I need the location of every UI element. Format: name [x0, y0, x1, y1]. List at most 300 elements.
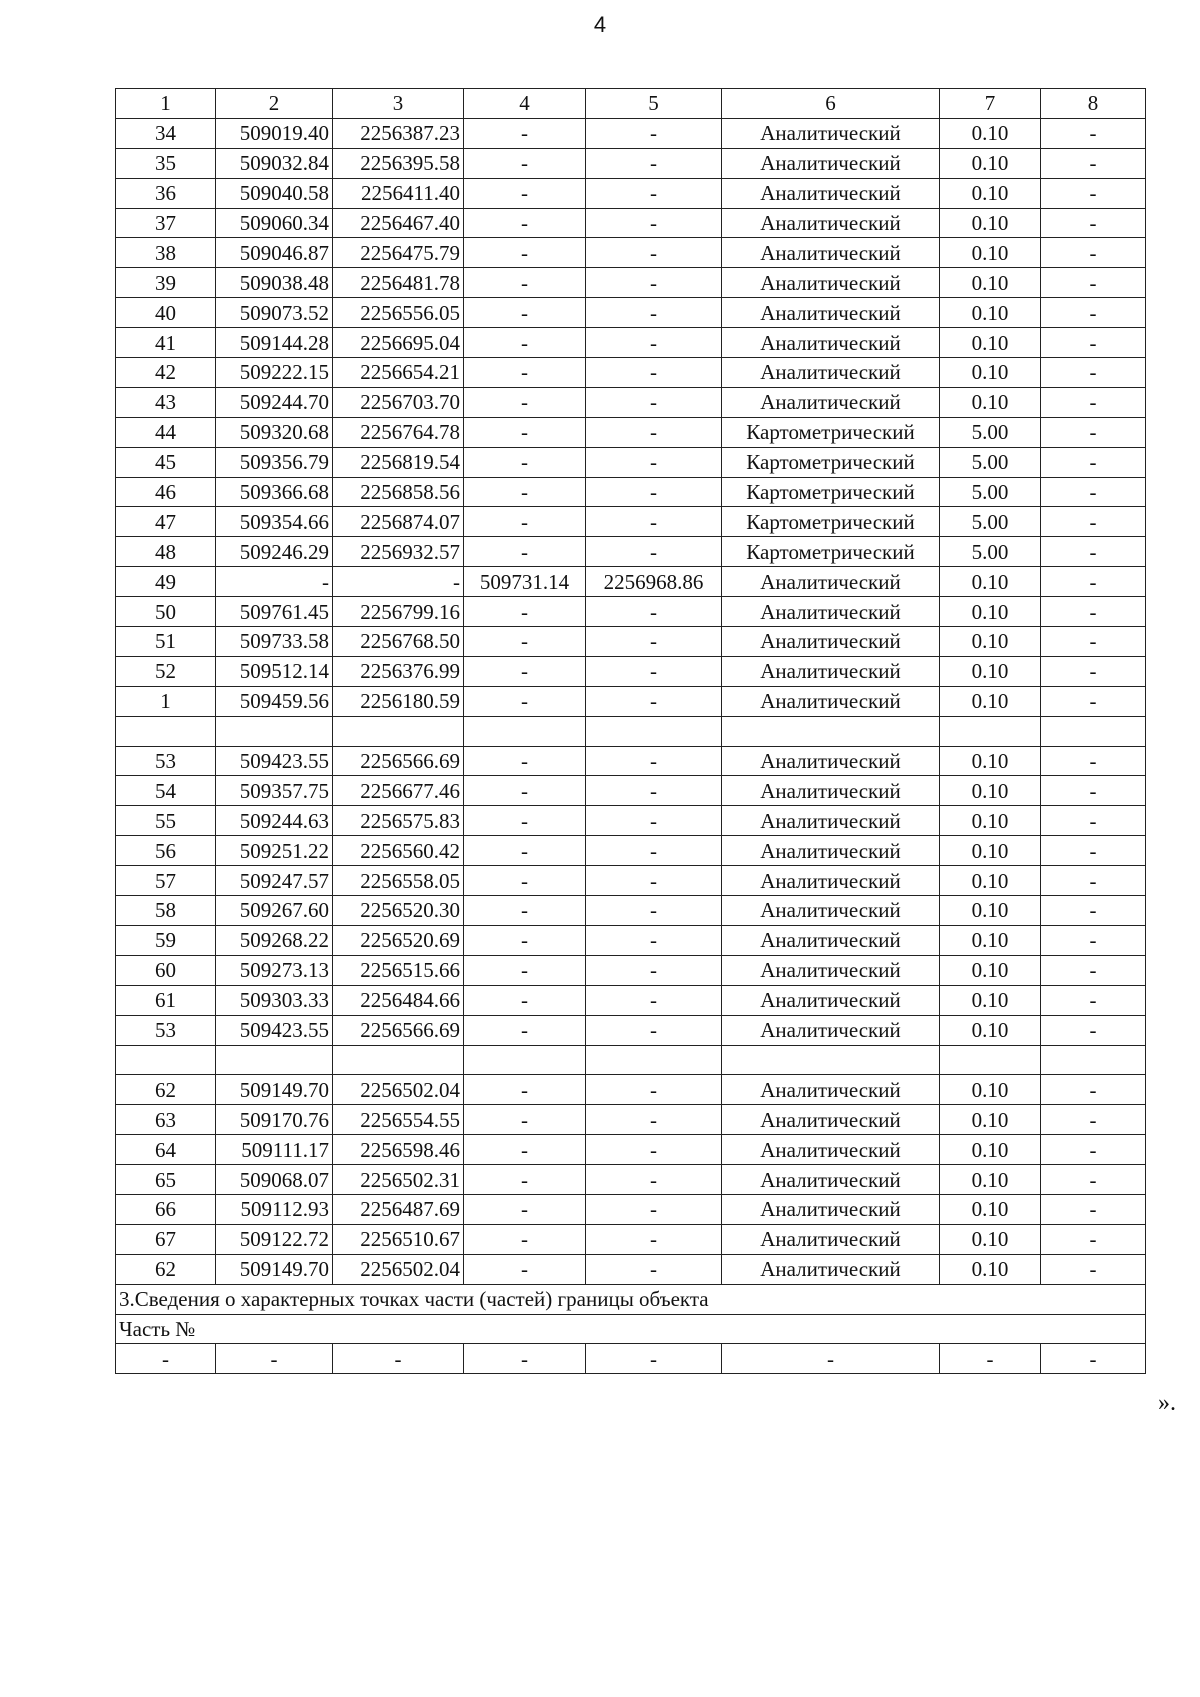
table-cell: -: [1041, 896, 1146, 926]
table-cell: 41: [116, 328, 216, 358]
table-cell: 4: [464, 89, 586, 119]
table-cell: 0.10: [940, 358, 1041, 388]
table-cell: 509038.48: [216, 268, 333, 298]
table-cell: 36: [116, 178, 216, 208]
table-cell: [1041, 716, 1146, 746]
table-cell: -: [464, 447, 586, 477]
table-cell: Аналитический: [722, 178, 940, 208]
table-cell: -: [1041, 208, 1146, 238]
table-cell: -: [1041, 1165, 1146, 1195]
table-cell: Аналитический: [722, 268, 940, 298]
table-row: [116, 746, 1146, 776]
table-cell: Аналитический: [722, 208, 940, 238]
table-cell: 53: [116, 1015, 216, 1045]
table-cell: -: [464, 1165, 586, 1195]
table-row: [116, 238, 1146, 268]
table-cell: 509032.84: [216, 148, 333, 178]
table-cell: 48: [116, 537, 216, 567]
table-cell: -: [586, 358, 722, 388]
table-cell: -: [586, 1015, 722, 1045]
table-cell: -: [586, 925, 722, 955]
table-cell: 509246.29: [216, 537, 333, 567]
table-cell: 0.10: [940, 118, 1041, 148]
table-cell: -: [586, 238, 722, 268]
table-cell: -: [1041, 866, 1146, 896]
table-cell: -: [1041, 1105, 1146, 1135]
table-cell: Картометрический: [722, 507, 940, 537]
table-row: [116, 328, 1146, 358]
table-cell: 64: [116, 1135, 216, 1165]
table-cell: 6: [722, 89, 940, 119]
table-cell: 62: [116, 1254, 216, 1284]
table-cell: -: [1041, 1254, 1146, 1284]
table-cell: -: [464, 686, 586, 716]
table-cell: -: [1041, 1224, 1146, 1254]
table-cell: 509111.17: [216, 1135, 333, 1165]
table-cell: 5.00: [940, 477, 1041, 507]
table-cell: 2256520.30: [333, 896, 464, 926]
table-cell: -: [586, 1105, 722, 1135]
table-cell: -: [464, 955, 586, 985]
table-cell: -: [586, 1254, 722, 1284]
table-row: [116, 1045, 1146, 1075]
table-cell: 63: [116, 1105, 216, 1135]
table-cell: [940, 716, 1041, 746]
table-cell: -: [1041, 268, 1146, 298]
table-cell: 50: [116, 597, 216, 627]
table-cell: -: [1041, 686, 1146, 716]
table-cell: 2256376.99: [333, 656, 464, 686]
table-cell: -: [586, 597, 722, 627]
table-cell: -: [333, 1344, 464, 1374]
table-cell: Аналитический: [722, 1224, 940, 1254]
table-cell: 56: [116, 836, 216, 866]
table-cell: -: [464, 1254, 586, 1284]
table-cell: -: [464, 746, 586, 776]
table-cell: -: [586, 806, 722, 836]
table-cell: -: [464, 1105, 586, 1135]
table-cell: 509273.13: [216, 955, 333, 985]
table-cell: -: [586, 1344, 722, 1374]
table-cell: Аналитический: [722, 806, 940, 836]
table-cell: 51: [116, 627, 216, 657]
table-cell: 40: [116, 298, 216, 328]
table-cell: 42: [116, 358, 216, 388]
table-cell: [333, 716, 464, 746]
table-cell: Аналитический: [722, 1075, 940, 1105]
table-cell: 62: [116, 1075, 216, 1105]
table-cell: 45: [116, 447, 216, 477]
table-cell: 5.00: [940, 507, 1041, 537]
header-row: [116, 89, 1146, 119]
table-cell: -: [464, 118, 586, 148]
table-cell: -: [1041, 328, 1146, 358]
table-cell: -: [1041, 358, 1146, 388]
table-cell: -: [1041, 118, 1146, 148]
table-cell: -: [1041, 1344, 1146, 1374]
table-cell: -: [586, 1194, 722, 1224]
table-cell: -: [586, 537, 722, 567]
table-cell: 0.10: [940, 836, 1041, 866]
table-cell: 7: [940, 89, 1041, 119]
table-cell: Аналитический: [722, 1165, 940, 1195]
table-cell: 509731.14: [464, 567, 586, 597]
table-cell: 39: [116, 268, 216, 298]
table-cell: -: [1041, 238, 1146, 268]
table-cell: Аналитический: [722, 1105, 940, 1135]
table-cell: 59: [116, 925, 216, 955]
table-row: [116, 1015, 1146, 1045]
table-cell: [722, 716, 940, 746]
table-cell: -: [586, 656, 722, 686]
table-cell: 0.10: [940, 746, 1041, 776]
table-cell: 509459.56: [216, 686, 333, 716]
table-cell: 509149.70: [216, 1254, 333, 1284]
table-cell: 2256654.21: [333, 358, 464, 388]
table-cell: -: [464, 627, 586, 657]
table-cell: -: [940, 1344, 1041, 1374]
table-cell: 509356.79: [216, 447, 333, 477]
table-cell: 0.10: [940, 955, 1041, 985]
table-cell: 2256502.04: [333, 1075, 464, 1105]
coordinates-table: [115, 88, 1146, 1374]
table-cell: 0.10: [940, 208, 1041, 238]
table-cell: 0.10: [940, 387, 1041, 417]
table-cell: 34: [116, 118, 216, 148]
table-cell: 2256768.50: [333, 627, 464, 657]
table-cell: -: [464, 597, 586, 627]
table-row: [116, 208, 1146, 238]
table-cell: Аналитический: [722, 358, 940, 388]
table-row: [116, 656, 1146, 686]
table-row: [116, 417, 1146, 447]
table-cell: 47: [116, 507, 216, 537]
table-cell: -: [586, 328, 722, 358]
table-cell: Аналитический: [722, 1194, 940, 1224]
table-cell: -: [464, 896, 586, 926]
table-row: [116, 358, 1146, 388]
table-cell: -: [464, 776, 586, 806]
table-cell: -: [586, 1224, 722, 1254]
table-cell: 1: [116, 686, 216, 716]
table-cell: 2256554.55: [333, 1105, 464, 1135]
table-row: [116, 447, 1146, 477]
table-cell: 0.10: [940, 268, 1041, 298]
table-cell: Аналитический: [722, 656, 940, 686]
table-cell: -: [586, 627, 722, 657]
table-cell: 61: [116, 985, 216, 1015]
table-cell: 2256558.05: [333, 866, 464, 896]
table-cell: -: [586, 208, 722, 238]
table-cell: 0.10: [940, 238, 1041, 268]
table-cell: -: [333, 567, 464, 597]
table-cell: Аналитический: [722, 746, 940, 776]
table-cell: Аналитический: [722, 836, 940, 866]
table-cell: 0.10: [940, 776, 1041, 806]
table-cell: 49: [116, 567, 216, 597]
table-cell: 0.10: [940, 178, 1041, 208]
table-cell: 2256874.07: [333, 507, 464, 537]
table-cell: 509122.72: [216, 1224, 333, 1254]
table-cell: 0.10: [940, 1165, 1041, 1195]
table-cell: 0.10: [940, 1015, 1041, 1045]
table-cell: 2256764.78: [333, 417, 464, 447]
table-cell: 0.10: [940, 328, 1041, 358]
table-row: [116, 686, 1146, 716]
table-cell: 60: [116, 955, 216, 985]
closing-quote: ».: [1158, 1390, 1176, 1416]
table-cell: 509512.14: [216, 656, 333, 686]
table-cell: Аналитический: [722, 328, 940, 358]
table-row: [116, 1165, 1146, 1195]
table-cell: 0.10: [940, 148, 1041, 178]
table-row: [116, 1224, 1146, 1254]
table-cell: -: [586, 298, 722, 328]
table-cell: -: [1041, 567, 1146, 597]
table-cell: -: [722, 1344, 940, 1374]
table-row: [116, 597, 1146, 627]
table-cell: 509019.40: [216, 118, 333, 148]
table-cell: 0.10: [940, 866, 1041, 896]
table-cell: 509423.55: [216, 746, 333, 776]
table-cell: -: [586, 387, 722, 417]
table-cell: -: [1041, 1135, 1146, 1165]
table-cell: [722, 1045, 940, 1075]
table-cell: -: [464, 387, 586, 417]
table-cell: 2256484.66: [333, 985, 464, 1015]
table-cell: 509247.57: [216, 866, 333, 896]
table-cell: Картометрический: [722, 447, 940, 477]
table-cell: -: [464, 1135, 586, 1165]
table-row: [116, 1254, 1146, 1284]
table-row: [116, 507, 1146, 537]
table-row: [116, 925, 1146, 955]
table-row: [116, 537, 1146, 567]
table-cell: 67: [116, 1224, 216, 1254]
table-cell: 2256510.67: [333, 1224, 464, 1254]
table-cell: Аналитический: [722, 1015, 940, 1045]
table-row: [116, 716, 1146, 746]
table-cell: -: [1041, 537, 1146, 567]
table-cell: 509222.15: [216, 358, 333, 388]
table-row: [116, 148, 1146, 178]
table-row: [116, 1105, 1146, 1135]
table-cell: 2256566.69: [333, 1015, 464, 1045]
part-label-row: [116, 1314, 1146, 1344]
table-cell: -: [1041, 1015, 1146, 1045]
table-cell: 46: [116, 477, 216, 507]
table-cell: -: [1041, 477, 1146, 507]
table-cell: 2256556.05: [333, 298, 464, 328]
table-cell: -: [586, 417, 722, 447]
table-cell: -: [464, 208, 586, 238]
table-cell: -: [464, 507, 586, 537]
table-row: [116, 627, 1146, 657]
page-number: 4: [593, 12, 607, 37]
table-row: [116, 268, 1146, 298]
table-cell: 0.10: [940, 1105, 1041, 1135]
table-cell: 2256387.23: [333, 118, 464, 148]
table-cell: Аналитический: [722, 238, 940, 268]
table-cell: 66: [116, 1194, 216, 1224]
table-cell: 509733.58: [216, 627, 333, 657]
table-cell: 509268.22: [216, 925, 333, 955]
table-cell: 65: [116, 1165, 216, 1195]
table-cell: [940, 1045, 1041, 1075]
table-cell: -: [1041, 387, 1146, 417]
table-cell: -: [1041, 955, 1146, 985]
table-cell: -: [464, 417, 586, 447]
table-cell: [464, 1045, 586, 1075]
table-cell: 2256475.79: [333, 238, 464, 268]
table-row: [116, 298, 1146, 328]
table-cell: 58: [116, 896, 216, 926]
table-row: [116, 1135, 1146, 1165]
table-cell: 0.10: [940, 1075, 1041, 1105]
table-cell: 2256932.57: [333, 537, 464, 567]
table-cell: 509267.60: [216, 896, 333, 926]
table-cell: 2256502.04: [333, 1254, 464, 1284]
table-cell: -: [464, 806, 586, 836]
table-cell: -: [586, 118, 722, 148]
table-cell: -: [586, 776, 722, 806]
table-cell: -: [464, 238, 586, 268]
table-cell: [586, 716, 722, 746]
table-cell: 2256566.69: [333, 746, 464, 776]
table-cell: -: [586, 896, 722, 926]
table-cell: 38: [116, 238, 216, 268]
table-cell: Аналитический: [722, 985, 940, 1015]
table-row: [116, 1075, 1146, 1105]
table-cell: -: [1041, 746, 1146, 776]
table-cell: 0.10: [940, 656, 1041, 686]
table-cell: 5: [586, 89, 722, 119]
table-cell: -: [464, 298, 586, 328]
table-cell: -: [1041, 1194, 1146, 1224]
table-cell: Аналитический: [722, 1254, 940, 1284]
table-cell: 509149.70: [216, 1075, 333, 1105]
table-cell: 2256467.40: [333, 208, 464, 238]
table-cell: -: [464, 537, 586, 567]
table-cell: 54: [116, 776, 216, 806]
table-cell: 2256481.78: [333, 268, 464, 298]
table-cell: [1041, 1045, 1146, 1075]
table-cell: 509357.75: [216, 776, 333, 806]
table-cell: -: [586, 955, 722, 985]
table-cell: 52: [116, 656, 216, 686]
table-cell: 509320.68: [216, 417, 333, 447]
table-cell: 0.10: [940, 597, 1041, 627]
table-cell: 2256515.66: [333, 955, 464, 985]
table-cell: [586, 1045, 722, 1075]
table-cell: -: [116, 1344, 216, 1374]
table-cell: 57: [116, 866, 216, 896]
table-cell: -: [464, 1224, 586, 1254]
table-cell: 2256598.46: [333, 1135, 464, 1165]
table-cell: -: [1041, 985, 1146, 1015]
table-cell: -: [586, 1165, 722, 1195]
table-cell: 5.00: [940, 537, 1041, 567]
table-cell: 509046.87: [216, 238, 333, 268]
table-cell: 0.10: [940, 806, 1041, 836]
table-cell: -: [216, 567, 333, 597]
table-cell: Аналитический: [722, 567, 940, 597]
table-body: [116, 89, 1146, 1374]
table-cell: -: [586, 477, 722, 507]
table-cell: Аналитический: [722, 597, 940, 627]
table-cell: 8: [1041, 89, 1146, 119]
table-cell: 2256968.86: [586, 567, 722, 597]
table-cell: 2256395.58: [333, 148, 464, 178]
table-cell: -: [1041, 627, 1146, 657]
table-cell: [464, 716, 586, 746]
table-cell: -: [464, 358, 586, 388]
table-cell: 2256487.69: [333, 1194, 464, 1224]
table-cell: 509244.70: [216, 387, 333, 417]
table-cell: 0.10: [940, 567, 1041, 597]
table-cell: -: [464, 656, 586, 686]
table-cell: -: [464, 985, 586, 1015]
table-cell: 0.10: [940, 896, 1041, 926]
table-cell: 3: [333, 89, 464, 119]
table-cell: 0.10: [940, 1194, 1041, 1224]
table-row: [116, 387, 1146, 417]
table-cell: 509144.28: [216, 328, 333, 358]
table-cell: -: [1041, 776, 1146, 806]
table-cell: -: [216, 1344, 333, 1374]
table-cell: Аналитический: [722, 955, 940, 985]
table-cell: 509761.45: [216, 597, 333, 627]
part-row: [116, 1344, 1146, 1374]
table-cell: 0.10: [940, 925, 1041, 955]
table-cell: 2256858.56: [333, 477, 464, 507]
table-cell: Аналитический: [722, 148, 940, 178]
table-cell: 53: [116, 746, 216, 776]
table-cell: Аналитический: [722, 925, 940, 955]
table-cell: 0.10: [940, 985, 1041, 1015]
table-cell: 1: [116, 89, 216, 119]
table-cell: -: [1041, 298, 1146, 328]
table-cell: 5.00: [940, 447, 1041, 477]
table-cell: -: [464, 148, 586, 178]
table-cell: 0.10: [940, 1224, 1041, 1254]
table-cell: 2256180.59: [333, 686, 464, 716]
table-cell: 509251.22: [216, 836, 333, 866]
table-cell: 2256695.04: [333, 328, 464, 358]
table-cell: -: [586, 507, 722, 537]
table-cell: 2: [216, 89, 333, 119]
table-row: [116, 178, 1146, 208]
table-cell: Аналитический: [722, 776, 940, 806]
table-cell: 2256560.42: [333, 836, 464, 866]
table-cell: 0.10: [940, 686, 1041, 716]
table-cell: Аналитический: [722, 1135, 940, 1165]
table-cell: 509040.58: [216, 178, 333, 208]
table-cell: -: [464, 866, 586, 896]
section-title-row: [116, 1284, 1146, 1314]
table-cell: 509060.34: [216, 208, 333, 238]
table-cell: -: [464, 1075, 586, 1105]
table-row: [116, 477, 1146, 507]
table-cell: -: [586, 1075, 722, 1105]
table-cell: [116, 716, 216, 746]
part-label: Часть №: [116, 1314, 1146, 1344]
table-cell: 509244.63: [216, 806, 333, 836]
table-row: [116, 1194, 1146, 1224]
table-cell: 509068.07: [216, 1165, 333, 1195]
table-cell: -: [586, 985, 722, 1015]
table-cell: -: [464, 268, 586, 298]
